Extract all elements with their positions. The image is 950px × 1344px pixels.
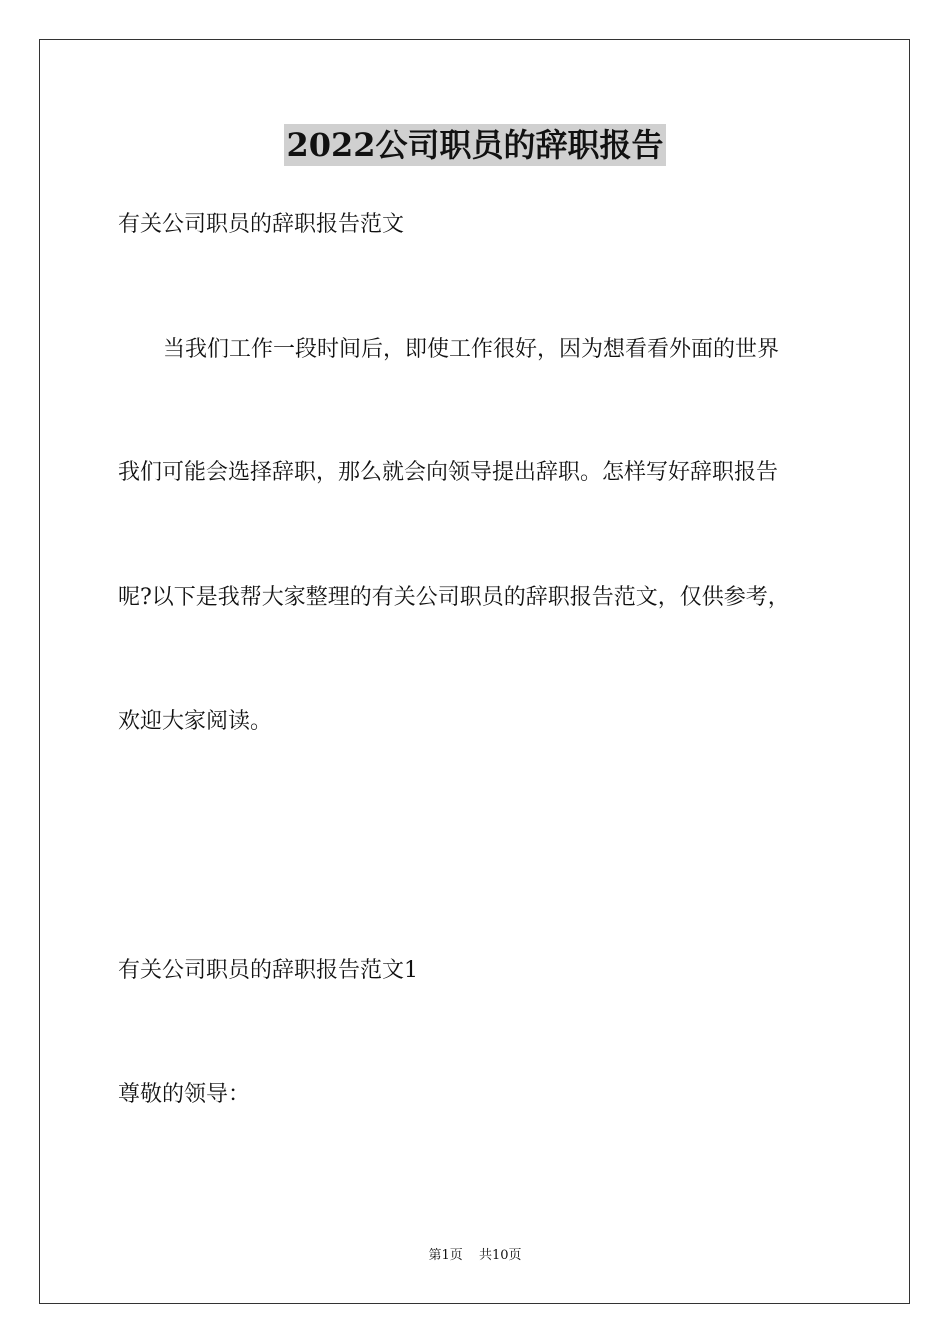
salutation: 尊敬的领导：: [118, 1082, 251, 1107]
page-number-total: 共10页: [478, 1248, 522, 1263]
document-subtitle: 有关公司职员的辞职报告范文: [118, 212, 405, 237]
page-number-current: 第1页: [428, 1248, 463, 1263]
paragraph-line-4: 欢迎大家阅读。: [118, 709, 273, 734]
section-heading: 有关公司职员的辞职报告范文1: [118, 958, 418, 983]
document-title: 2022公司职员的辞职报告: [286, 126, 664, 164]
paragraph-line-2: 我们可能会选择辞职，那么就会向领导提出辞职。怎样写好辞职报告: [118, 460, 779, 485]
page-footer: [0, 1247, 950, 1265]
paragraph-line-1: 当我们工作一段时间后，即使工作很好，因为想看看外面的世界: [163, 337, 780, 362]
title-container: [0, 124, 950, 166]
paragraph-line-3: 呢?以下是我帮大家整理的有关公司职员的辞职报告范文，仅供参考，: [118, 585, 790, 610]
